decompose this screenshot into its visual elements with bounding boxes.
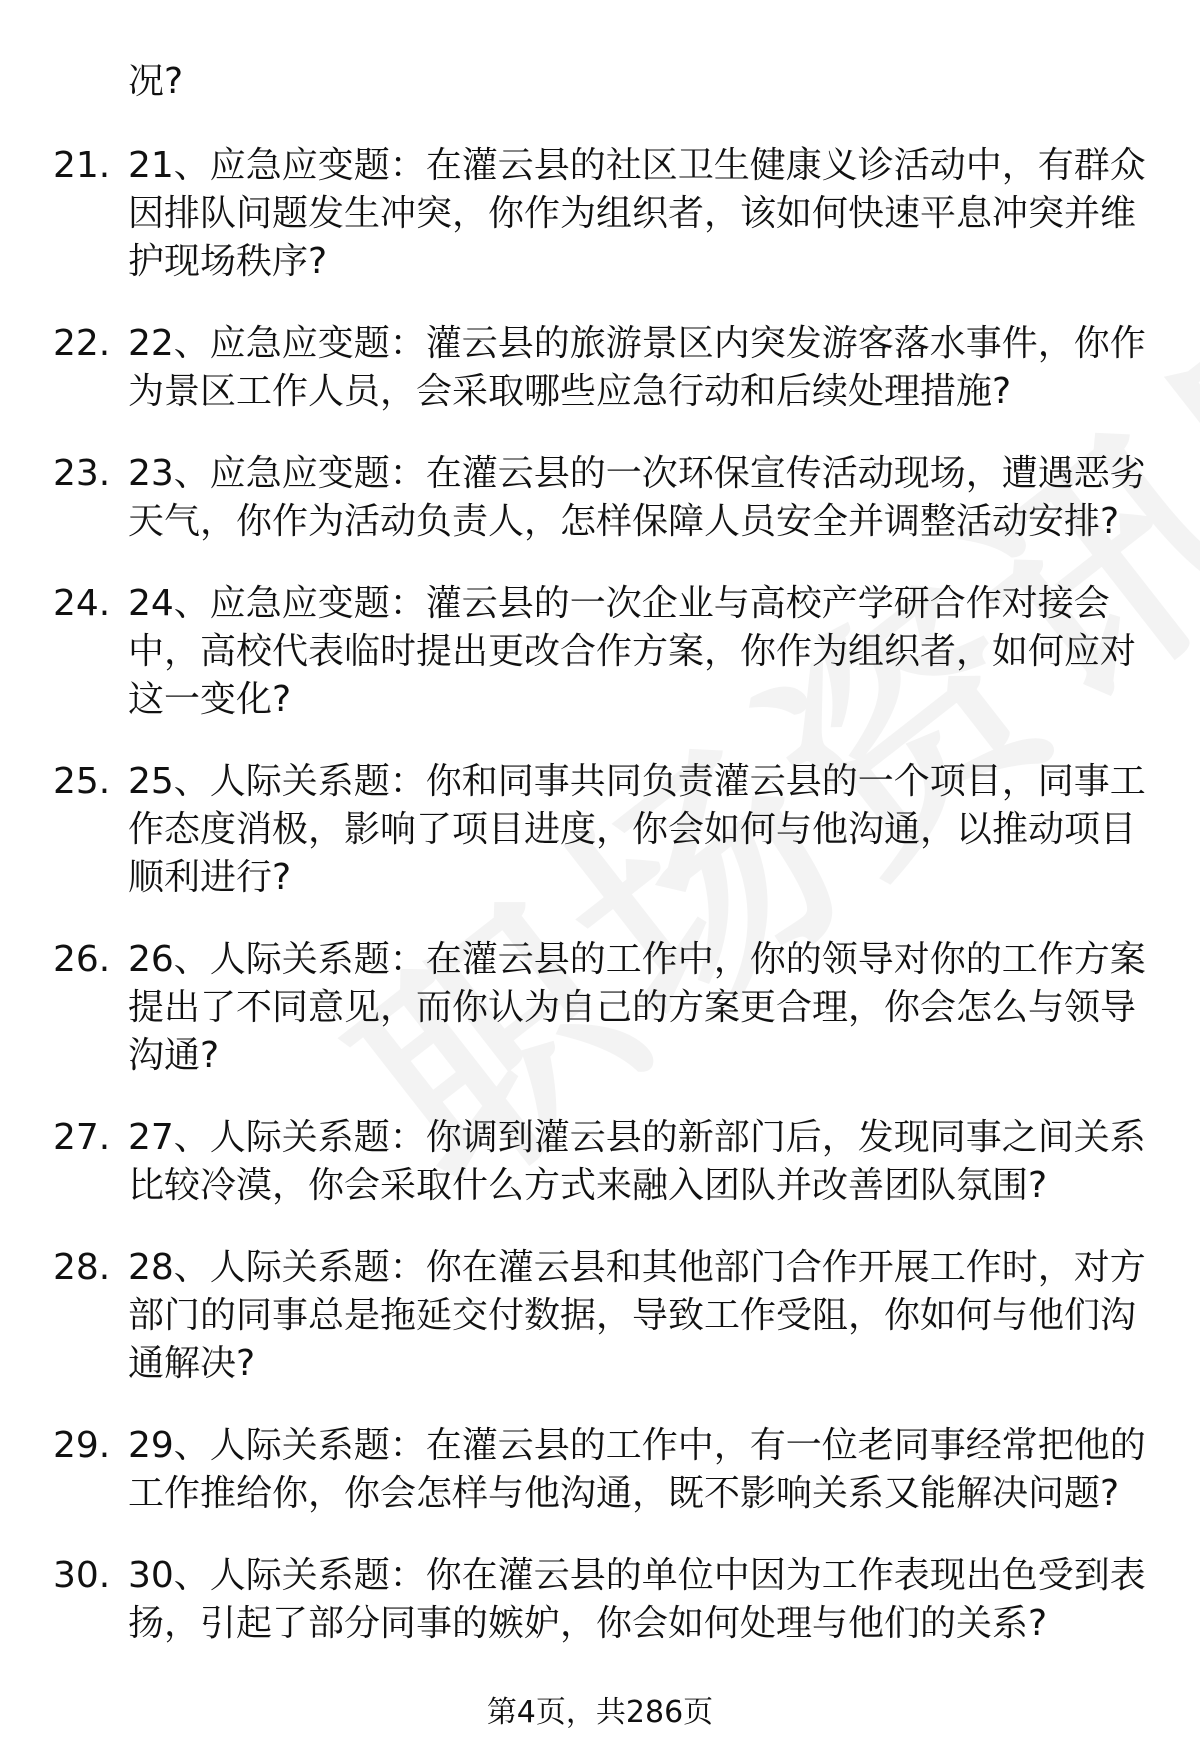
question-text: 26、人际关系题：在灌云县的工作中，你的领导对你的工作方案提出了不同意见，而你认为自己的方案更合理，你会怎么与领导沟通?: [128, 939, 1146, 1076]
question-number: 29.: [53, 1425, 111, 1466]
question-item: [0, 142, 1148, 286]
continuation-text: 况?: [128, 61, 184, 102]
question-list: [0, 142, 1200, 1682]
question-text: 25、人际关系题：你和同事共同负责灌云县的一个项目，同事工作态度消极，影响了项目进度，你会如何与他沟通，以推动项目顺利进行?: [128, 761, 1146, 898]
question-text: 27、人际关系题：你调到灌云县的新部门后，发现同事之间关系比较冷漠，你会采取什么方式来融入团队并改善团队氛围?: [128, 1117, 1146, 1206]
question-item: [0, 580, 1148, 724]
question-item: [0, 936, 1148, 1080]
question-number: 21.: [53, 145, 111, 186]
question-item: [0, 320, 1148, 416]
question-item: [0, 758, 1148, 902]
question-text: 21、应急应变题：在灌云县的社区卫生健康义诊活动中，有群众因排队问题发生冲突，你作为组织者，该如何快速平息冲突并维护现场秩序?: [128, 145, 1146, 282]
question-number: 28.: [53, 1247, 111, 1288]
question-text: 30、人际关系题：你在灌云县的单位中因为工作表现出色受到表扬，引起了部分同事的嫉妒，你会如何处理与他们的关系?: [128, 1555, 1146, 1644]
question-number: 25.: [53, 761, 111, 802]
question-number: 26.: [53, 939, 111, 980]
question-item: [0, 1244, 1148, 1388]
question-item: [0, 450, 1148, 546]
question-text: 29、人际关系题：在灌云县的工作中，有一位老同事经常把他的工作推给你，你会怎样与他沟通，既不影响关系又能解决问题?: [128, 1425, 1146, 1514]
question-number: 27.: [53, 1117, 111, 1158]
question-text: 28、人际关系题：你在灌云县和其他部门合作开展工作时，对方部门的同事总是拖延交付数据，导致工作受阻，你如何与他们沟通解决?: [128, 1247, 1146, 1384]
question-number: 22.: [53, 323, 111, 364]
question-number: 30.: [53, 1555, 111, 1596]
question-item: [0, 1114, 1148, 1210]
question-text: 22、应急应变题：灌云县的旅游景区内突发游客落水事件，你作为景区工作人员，会采取哪些应急行动和后续处理措施?: [128, 323, 1146, 412]
question-item: [0, 1552, 1148, 1648]
question-text: 24、应急应变题：灌云县的一次企业与高校产学研合作对接会中，高校代表临时提出更改合作方案，你作为组织者，如何应对这一变化?: [128, 583, 1137, 720]
question-item: [0, 1422, 1148, 1518]
question-number: 23.: [53, 453, 111, 494]
page-footer: 第4页，共286页: [486, 1695, 714, 1730]
question-number: 24.: [53, 583, 111, 624]
question-text: 23、应急应变题：在灌云县的一次环保宣传活动现场，遭遇恶劣天气，你作为活动负责人，怎样保障人员安全并调整活动安排?: [128, 453, 1146, 542]
